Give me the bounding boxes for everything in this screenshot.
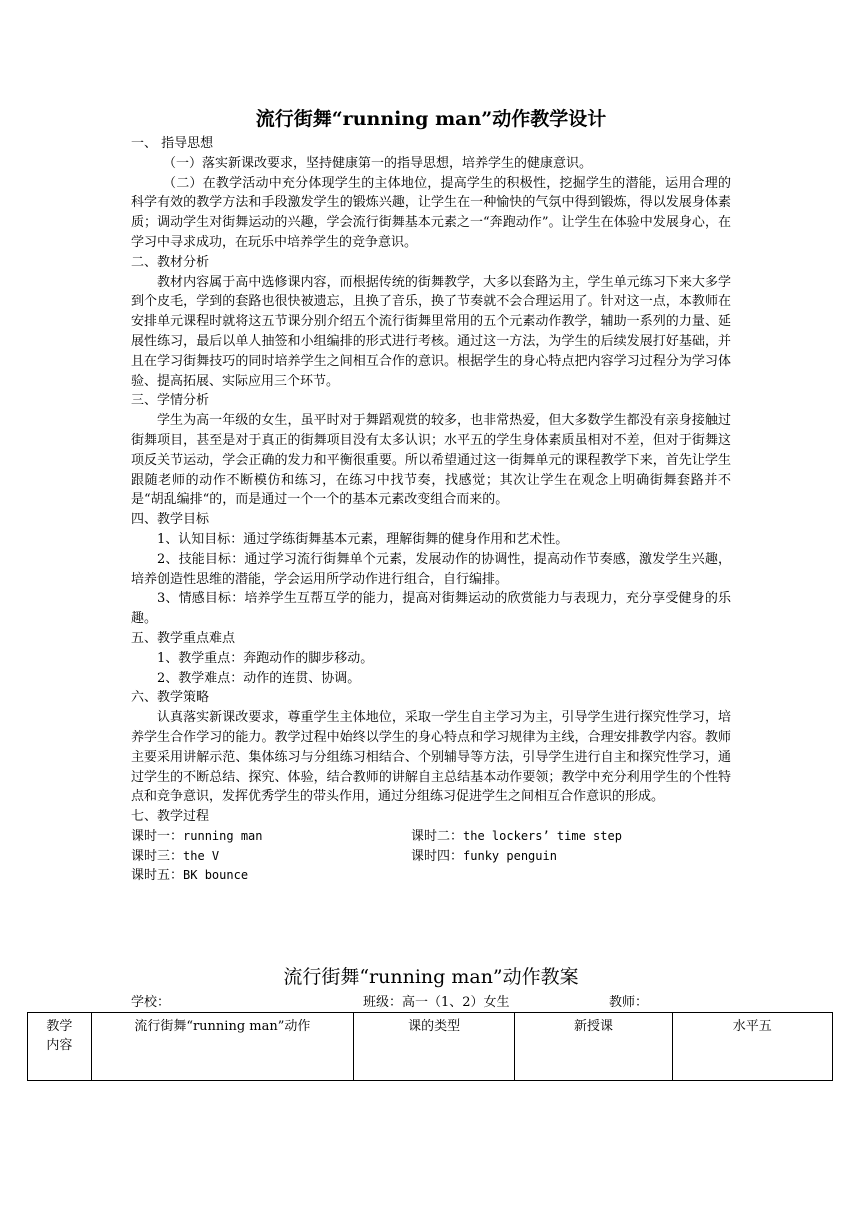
table-cell-level: 水平五 [672,1013,832,1081]
lesson-item [131,866,411,886]
class-label: 班级：高一（1、2）女生 [363,995,510,1010]
lesson-item [411,847,731,867]
section-heading: 六、教学策略 [131,690,210,706]
lesson-list [131,827,731,886]
lesson-label: 课时三： [131,848,184,864]
design-content [131,104,731,886]
lesson-name: the V [183,848,220,863]
table-cell-type-label: 课的类型 [353,1013,514,1081]
lesson-name: running man [183,828,263,843]
paragraph: （二）在教学活动中充分体现学生的主体地位，提高学生的积极性，挖掘学生的潜能，运用合理的科学有效的教学方法和手段激发学生的锻炼兴趣，让学生在一种愉快的气氛中得到锻炼，得以发展身体素质；调动学生对街舞运动的兴趣，学会流行街舞基本元素之一“奔跑动作”。让学生在体验中发展身心，在学习中寻求成功，在玩乐中培养学生的竞争意识。 [131,175,731,250]
lesson-label: 课时一： [131,828,184,844]
teacher-label: 教师： [609,995,649,1010]
section-heading: 二、教材分析 [131,254,210,270]
table-row [28,1013,833,1081]
lesson-item [411,827,731,847]
lesson-name: funky penguin [463,848,557,863]
lesson-name: BK bounce [183,868,249,883]
table-cell-type-value: 新授课 [515,1013,672,1081]
plan-title: 流行街舞“running man”动作教案 [283,966,579,988]
paragraph: 2、教学难点：动作的连贯、协调。 [157,670,361,686]
paragraph: 教材内容属于高中选修课内容，而根据传统的街舞教学，大多以套路为主，学生单元练习下来大多学到个皮毛，学到的套路也很快被遗忘，且换了音乐，换了节奏就不会合理运用了。针对这一点，本教师在安排单元课程时就将这五节课分别介绍五个流行街舞里常用的五个元素动作教学，辅助一系列的力量、延展性练习，最后以单人抽签和小组编排的形式进行考核。通过这一方法，为学生的后续发展打好基础，并且在学习街舞技巧的同时培养学生之间相互合作的意识。根据学生的身心特点把内容学习过程分为学习体验、提高拓展、实际应用三个环节。 [131,274,731,389]
lesson-item [131,847,411,867]
paragraph: 3、情感目标：培养学生互帮互学的能力，提高对街舞运动的欣赏能力与表现力，充分享受健身的乐趣。 [131,591,731,627]
school-label: 学校： [131,995,171,1010]
document-title: 流行街舞“running man”动作教学设计 [255,108,607,130]
paragraph: 1、教学重点：奔跑动作的脚步移动。 [157,650,374,666]
lesson-label: 课时五： [131,868,184,884]
section-heading: 一、 指导思想 [131,136,214,151]
lesson-item [131,827,411,847]
paragraph: 学生为高一年级的女生，虽平时对于舞蹈观赏的较多，也非常热爱，但大多数学生都没有亲身接触过街舞项目，甚至是对于真正的街舞项目没有太多认识；水平五的学生身体素质虽相对不差，但对于街舞这项反关节运动，学会正确的发力和平衡很重要。所以希望通过这一街舞单元的课程教学下来，首先让学生跟随老师的动作不断模仿和练习，在练习中找节奏，找感觉；其次让学生在观念上明确街舞套路并不是“胡乱编排“的，而是通过一个一个的基本元素改变组合而来的。 [131,413,731,508]
paragraph: 2、技能目标：通过学习流行街舞单个元素，发展动作的协调性，提高动作节奏感，激发学生兴趣，培养创造性思维的潜能，学会运用所学动作进行组合，自行编排。 [131,551,731,587]
plan-table [27,1012,833,1081]
section-heading: 七、教学过程 [131,809,210,825]
lesson-name: the lockers’ time step [463,828,622,843]
section-heading: 五、教学重点难点 [131,630,236,646]
lesson-label: 课时四： [411,848,464,864]
section-heading: 四、教学目标 [131,512,210,528]
table-cell-content-value: 流行街舞“running man”动作 [91,1013,353,1081]
paragraph: 1、认知目标：通过学练街舞基本元素，理解街舞的健身作用和艺术性。 [157,531,569,547]
paragraph: 认真落实新课改要求，尊重学生主体地位，采取一学生自主学习为主，引导学生进行探究性学习，培养学生合作学习的能力。教学过程中始终以学生的身心特点和学习规律为主线，合理安排教学内容。教师主要采用讲解示范、集体练习与分组练习相结合、个别辅导等方法，引导学生进行自主和探究性学习，通过学生的不断总结、探究、体验，结合教师的讲解自主总结基本动作要领；教学中充分利用学生的个性特点和竞争意识，发挥优秀学生的带头作用，通过分组练习促进学生之间相互合作意识的形成。 [131,710,731,805]
paragraph: （一）落实新课改要求，坚持健康第一的指导思想，培养学生的健康意识。 [163,155,593,171]
section-heading: 三、学情分析 [131,393,210,409]
table-cell-content-label: 教学 内容 [28,1013,92,1081]
lesson-label: 课时二： [411,828,464,844]
